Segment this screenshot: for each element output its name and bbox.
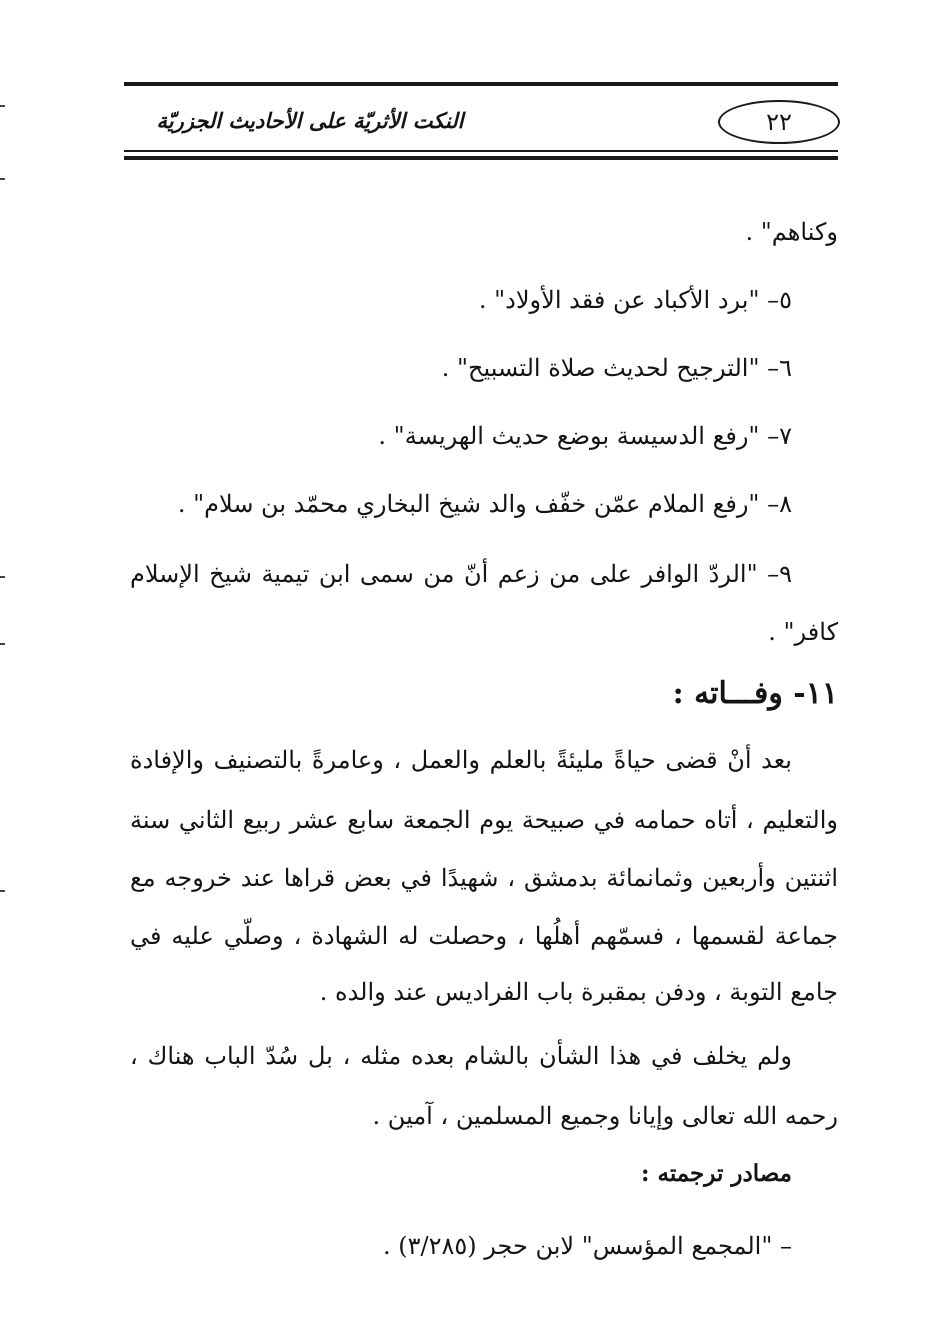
list-item: ٦– "الترجيح لحديث صلاة التسبيح" . [441, 354, 792, 382]
list-item: ٨– "رفع الملام عمّن خفّف والد شيخ البخاري محمّد بن سلام" . [177, 490, 792, 518]
list-item-continuation: كافر" . [768, 618, 838, 646]
list-item: ٥– "برد الأكباد عن فقد الأولاد" . [478, 286, 792, 314]
list-item: ٧– "رفع الدسيسة بوضع حديث الهريسة" . [378, 422, 792, 450]
paragraph-line: جماعة لقسمها ، فسمّهم أهلُها ، وحصلت له الشهادة ، وصلّي عليه في [130, 922, 838, 950]
header-rule-top [124, 82, 838, 86]
list-item: ٩– "الردّ الوافر على من زعم أنّ من سمى ابن تيمية شيخ الإسلام [130, 560, 792, 588]
page-number: ٢٢ [718, 100, 840, 144]
paragraph-line: اثنتين وأربعين وثمانمائة بدمشق ، شهيدًا في بعض قراها عند خروجه مع [130, 864, 838, 892]
scan-speck [0, 105, 5, 107]
header-rule-bottom-thin [124, 150, 838, 152]
paragraph-line: بعد أنْ قضى حياةً مليئةً بالعلم والعمل ، وعامرةً بالتصنيف والإفادة [130, 746, 792, 774]
running-title: النكت الأثريّة على الأحاديث الجزريّة [156, 108, 464, 133]
scan-speck [0, 643, 5, 645]
paragraph-line: رحمه الله تعالى وإيانا وجميع المسلمين ، آمين . [372, 1102, 838, 1130]
paragraph-line: جامع التوبة ، ودفن بمقبرة باب الفراديس عند والده . [319, 978, 838, 1006]
scan-speck [0, 890, 5, 892]
scan-speck [0, 178, 5, 180]
paragraph-line: ولم يخلف في هذا الشأن بالشام بعده مثله ، بل سُدّ الباب هناك ، [130, 1042, 792, 1070]
text-line: وكناهم" . [745, 218, 838, 246]
header-rule-bottom-thick [124, 156, 838, 160]
scan-speck [0, 576, 5, 578]
paragraph-line: والتعليم ، أتاه حمامه في صبيحة يوم الجمعة سابع عشر ربيع الثاني سنة [130, 806, 838, 834]
section-heading: ١١- وفـــاته : [672, 676, 838, 711]
source-item: – "المجمع المؤسس" لابن حجر (٣/٢٨٥) . [382, 1232, 792, 1260]
sources-heading: مصادر ترجمته : [640, 1160, 792, 1187]
